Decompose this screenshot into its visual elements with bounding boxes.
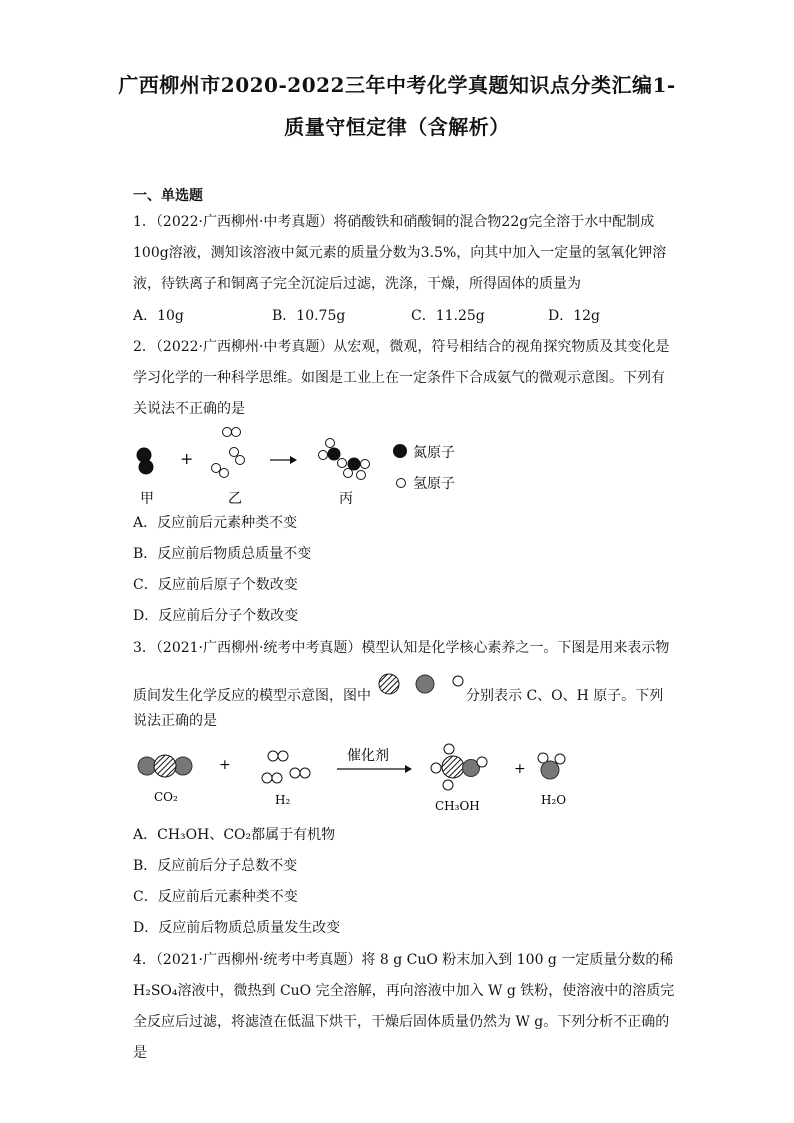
q1-line-3: 液，待铁离子和铜离子完全沉淀后过滤，洗涤，干燥，所得固体的质量为	[133, 276, 581, 292]
legend-nitrogen-label: 氮原子	[413, 445, 455, 461]
q4-line-2: H₂SO₄溶液中，微热到 CuO 完全溶解，再向溶液中加入 W g 铁粉，使溶液中的溶质完	[133, 983, 675, 999]
label-h2o: H₂O	[541, 793, 567, 807]
q2-option-c: C．反应前后原子个数改变	[133, 577, 298, 593]
ch3oh-molecule	[431, 744, 487, 790]
label-ch3oh: CH₃OH	[435, 799, 480, 813]
label-h2: H₂	[275, 793, 291, 807]
methanol-synthesis-diagram	[125, 738, 585, 820]
q3-plus-1: +	[219, 757, 231, 773]
label-jia: 甲	[140, 491, 154, 507]
q3-option-d: D．反应前后物质总质量发生改变	[133, 920, 341, 936]
h2-molecules-q3	[262, 751, 310, 783]
label-co2: CO₂	[154, 790, 178, 804]
q2-plus-sign: +	[180, 449, 194, 468]
q3-option-c: C．反应前后元素种类不变	[133, 889, 298, 905]
q4-line-1: 4．（2021·广西柳州·统考中考真题）将 8 g CuO 粉末加入到 100 g 一定质量分数的稀	[133, 952, 674, 968]
inline-atom-key	[374, 670, 470, 700]
q4-line-4: 是	[133, 1045, 147, 1061]
q1-option-a: A．10g	[133, 308, 184, 324]
n2-molecule	[137, 448, 153, 474]
h2o-molecule	[538, 753, 565, 779]
catalyst-arrow	[337, 765, 412, 773]
atom-legend	[393, 444, 455, 492]
q3-line-2-start: 质间发生化学反应的模型示意图，图中	[133, 688, 371, 704]
document-title-line-1: 广西柳州市2020-2022三年中考化学真题知识点分类汇编1-	[118, 73, 676, 97]
document-title-line-2: 质量守恒定律（含解析）	[284, 115, 510, 139]
q2-option-b: B．反应前后物质总质量不变	[133, 546, 312, 562]
ammonia-synthesis-diagram	[120, 420, 480, 515]
q3-option-a: A．CH₃OH、CO₂都属于有机物	[133, 827, 336, 843]
reaction-arrow	[270, 456, 297, 464]
oxygen-atom-icon	[416, 675, 434, 693]
nh3-molecules	[319, 439, 370, 480]
q1-option-c: C．11.25g	[411, 308, 485, 324]
hydrogen-atom-icon	[453, 676, 463, 686]
section-heading: 一、单选题	[133, 188, 203, 204]
q1-line-2: 100g溶液，测知该溶液中氮元素的质量分数为3.5%，向其中加入一定量的氢氧化钾溶	[133, 245, 667, 261]
q3-option-b: B．反应前后分子总数不变	[133, 858, 298, 874]
label-yi: 乙	[228, 491, 242, 507]
co2-molecule	[138, 755, 192, 777]
h2-molecules	[212, 428, 245, 478]
q1-line-1: 1．（2022·广西柳州·中考真题）将硝酸铁和硝酸铜的混合物22g完全溶于水中配制成	[133, 214, 655, 230]
q3-plus-2: +	[514, 761, 526, 777]
legend-hydrogen-label: 氢原子	[413, 476, 455, 492]
q2-option-d: D．反应前后分子个数改变	[133, 608, 299, 624]
q2-line-2: 学习化学的一种科学思维。如图是工业上在一定条件下合成氨气的微观示意图。下列有	[133, 370, 665, 386]
q2-line-1: 2．（2022·广西柳州·中考真题）从宏观，微观，符号相结合的视角探究物质及其变化是	[133, 339, 670, 355]
q4-line-3: 全反应后过滤，将滤渣在低温下烘干，干燥后固体质量仍然为 W g。下列分析不正确的	[133, 1014, 670, 1030]
q2-line-3: 关说法不正确的是	[133, 401, 245, 417]
q3-line-1: 3．（2021·广西柳州·统考中考真题）模型认知是化学核心素养之一。下图是用来表示物	[133, 640, 670, 656]
carbon-atom-icon	[379, 674, 399, 694]
q2-option-a: A．反应前后元素种类不变	[133, 515, 298, 531]
label-bing: 丙	[339, 491, 353, 507]
q1-option-d: D．12g	[548, 308, 601, 324]
q1-option-b: B．10.75g	[272, 308, 346, 324]
catalyst-label: 催化剂	[347, 748, 389, 764]
q3-line-2-end: 分别表示 C、O、H 原子。下列	[466, 688, 664, 704]
q3-line-3: 说法正确的是	[133, 713, 217, 729]
